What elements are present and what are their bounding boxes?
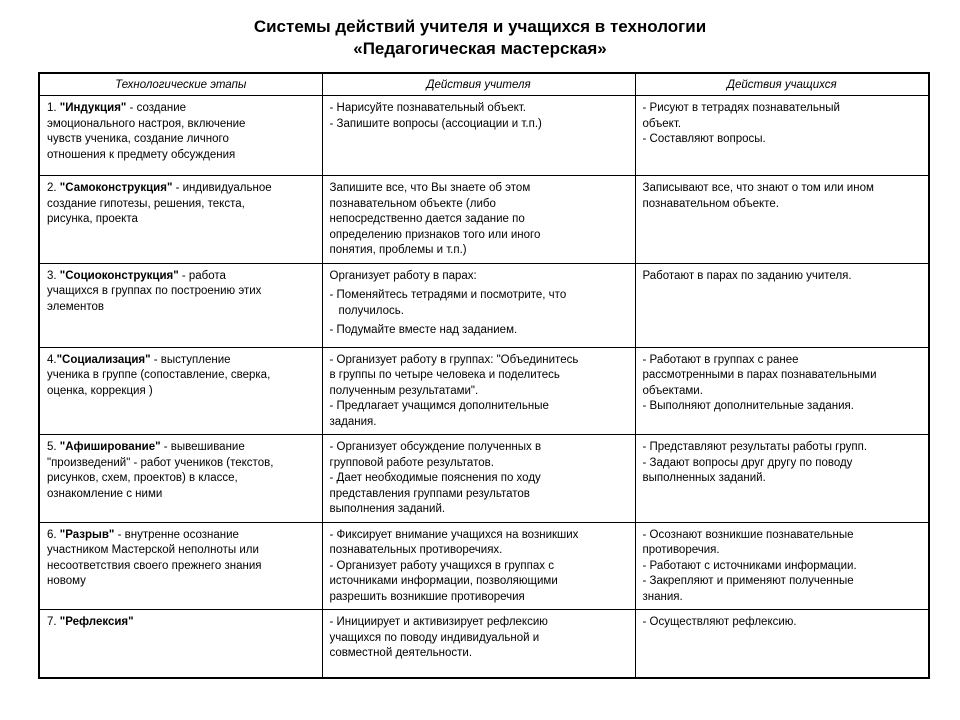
teacher-line: - Нарисуйте познавательный объект.	[329, 102, 526, 114]
teacher-item	[330, 288, 629, 319]
stage-line: создание гипотезы, решения, текста,	[47, 197, 245, 210]
stage-line: ученика в группе (сопоставление, сверка,	[47, 369, 271, 381]
teacher-line: определению признаков того или иного	[329, 228, 541, 241]
teacher-line: - Инициирует и активизирует рефлексию	[329, 616, 548, 628]
students-line: - Рисуют в тетрадях познавательный	[642, 102, 840, 114]
stage-line: оценка, коррекция )	[47, 384, 153, 397]
stage-name: "Самоконструкция"	[59, 182, 173, 194]
stage-line: элементов	[47, 300, 105, 313]
students-line: - Выполняют дополнительные задания.	[642, 400, 854, 412]
teacher-intro: Организует работу в парах:	[329, 269, 477, 282]
table-row	[39, 435, 929, 523]
stage-line: участником Мастерской неполноты или	[47, 544, 259, 556]
stages-table	[38, 72, 930, 679]
stage-line	[47, 101, 316, 117]
stage-cell	[39, 522, 322, 610]
stage-line	[47, 181, 316, 197]
stage-number: 1.	[47, 102, 60, 114]
students-line: знания.	[642, 590, 683, 603]
stage-number: 6.	[47, 528, 60, 541]
teacher-line: - Дает необходимые пояснения по ходу	[329, 472, 541, 484]
stage-number: 2.	[47, 182, 60, 194]
stage-number: 4.	[47, 353, 57, 366]
table-row	[39, 176, 929, 264]
header-row	[39, 73, 929, 96]
teacher-line: Запишите все, что Вы знаете об этом	[329, 182, 531, 194]
stage-number: 3.	[47, 269, 60, 282]
teacher-cell	[322, 347, 635, 435]
stage-cell	[39, 435, 322, 523]
students-line: - Задают вопросы друг другу по поводу	[642, 456, 853, 469]
teacher-line: групповой работе результатов.	[329, 456, 494, 469]
stage-description: - вывешивание	[160, 441, 245, 453]
students-line: объект.	[642, 117, 682, 130]
teacher-line: - Запишите вопросы (ассоциации и т.п.)	[329, 117, 542, 130]
students-line: - Составляют вопросы.	[642, 133, 766, 145]
teacher-line: получилось.	[338, 304, 404, 317]
stage-name: "Социализация"	[56, 353, 151, 366]
teacher-line: - Предлагает учащимся дополнительные	[329, 400, 549, 412]
students-cell	[635, 176, 929, 264]
stage-line: новому	[47, 575, 86, 587]
teacher-line: задания.	[329, 415, 377, 428]
stage-line: рисунка, проекта	[47, 213, 138, 225]
teacher-line: - Организует работу учащихся в группах с	[329, 559, 554, 572]
stage-description: - работа	[178, 269, 226, 282]
teacher-line: - Фиксирует внимание учащихся на возникших	[329, 528, 579, 541]
stage-line: "произведений" - работ учеников (текстов,	[47, 456, 274, 469]
students-line: - Работают с источниками информации.	[642, 559, 857, 572]
stage-name: "Афиширование"	[59, 441, 161, 453]
table-row	[39, 610, 929, 678]
table-row	[39, 347, 929, 435]
teacher-line: понятия, проблемы и т.п.)	[329, 244, 467, 256]
stage-line: отношения к предмету обсуждения	[47, 148, 236, 161]
teacher-line: полученным результатами".	[329, 384, 479, 397]
students-line: Записывают все, что знают о том или ином	[642, 182, 874, 194]
teacher-line: - Организует обсуждение полученных в	[329, 441, 542, 453]
teacher-line: познавательном объекте (либо	[329, 197, 496, 210]
stage-line: рисунков, схем, проектов) в классе,	[47, 472, 238, 484]
teacher-line: выполнения заданий.	[329, 503, 446, 515]
students-line: противоречия.	[642, 544, 720, 556]
stage-description: - создание	[126, 102, 187, 114]
students-cell	[635, 347, 929, 435]
header-teacher: Действия учителя	[322, 73, 635, 96]
stage-line	[47, 615, 316, 631]
stage-line: эмоционального настроя, включение	[47, 117, 246, 130]
teacher-item	[330, 323, 629, 339]
students-cell	[635, 522, 929, 610]
stage-line: несоответствия своего прежнего знания	[47, 559, 262, 572]
teacher-cell	[322, 610, 635, 678]
stage-line	[47, 353, 316, 369]
teacher-cell	[322, 522, 635, 610]
teacher-line: - Организует работу в группах: "Объединитесь	[329, 353, 579, 366]
students-line: - Представляют результаты работы групп.	[642, 441, 868, 453]
teacher-line: источниками информации, позволяющими	[329, 575, 558, 587]
students-cell	[635, 96, 929, 176]
stage-name: "Рефлексия"	[59, 616, 134, 628]
teacher-line: представления группами результатов	[329, 487, 530, 500]
students-line: - Осуществляют рефлексию.	[642, 616, 797, 628]
students-line: выполненных заданий.	[642, 472, 766, 484]
teacher-cell	[322, 96, 635, 176]
teacher-line: в группы по четыре человека и поделитесь	[329, 369, 560, 381]
header-students: Действия учащихся	[635, 73, 929, 96]
stage-line: ознакомление с ними	[47, 487, 163, 500]
stage-line	[47, 269, 316, 285]
students-cell	[635, 435, 929, 523]
students-line: - Закрепляют и применяют полученные	[642, 575, 854, 587]
stage-line	[47, 528, 316, 544]
stage-number: 7.	[47, 616, 60, 628]
students-cell	[635, 610, 929, 678]
table-row	[39, 263, 929, 347]
stage-line: учащихся в группах по построению этих	[47, 285, 262, 297]
students-line: - Осознают возникшие познавательные	[642, 528, 854, 541]
students-line: Работают в парах по заданию учителя.	[642, 269, 852, 282]
stage-description: - индивидуальное	[172, 182, 272, 194]
stage-number: 5.	[47, 441, 60, 453]
stage-cell	[39, 96, 322, 176]
students-line: рассмотренными в парах познавательными	[642, 369, 877, 381]
document-title	[0, 16, 960, 60]
teacher-line: - Подумайте вместе над заданием.	[329, 324, 518, 336]
stage-name: "Разрыв"	[59, 528, 115, 541]
teacher-line: познавательных противоречиях.	[329, 544, 503, 556]
table-row	[39, 96, 929, 176]
stage-line	[47, 440, 316, 456]
stage-description: - выступление	[150, 353, 231, 366]
stage-name: "Индукция"	[59, 102, 127, 114]
teacher-line: - Поменяйтесь тетрадями и посмотрите, что	[329, 289, 567, 301]
students-line: познавательном объекте.	[642, 197, 779, 210]
teacher-line: учащихся по поводу индивидуальной и	[329, 631, 540, 644]
stage-cell	[39, 347, 322, 435]
teacher-cell	[322, 263, 635, 347]
table-body	[39, 96, 929, 678]
stage-cell	[39, 610, 322, 678]
stage-cell	[39, 263, 322, 347]
stage-cell	[39, 176, 322, 264]
teacher-line: разрешить возникшие противоречия	[329, 590, 525, 603]
students-line: - Работают в группах с ранее	[642, 353, 799, 366]
teacher-line: совместной деятельности.	[329, 647, 473, 659]
students-cell	[635, 263, 929, 347]
stage-line: чувств ученика, создание личного	[47, 133, 229, 145]
teacher-line: непосредственно дается задание по	[329, 213, 525, 225]
stage-name: "Социоконструкция"	[59, 269, 179, 282]
teacher-cell	[322, 176, 635, 264]
title-line-2: «Педагогическая мастерская»	[353, 39, 607, 58]
title-line-1: Системы действий учителя и учащихся в технологии	[253, 17, 707, 36]
teacher-cell	[322, 435, 635, 523]
table-row	[39, 522, 929, 610]
stage-description: - внутренне осознание	[114, 528, 239, 541]
header-stages: Технологические этапы	[39, 73, 322, 96]
students-line: объектами.	[642, 384, 703, 397]
